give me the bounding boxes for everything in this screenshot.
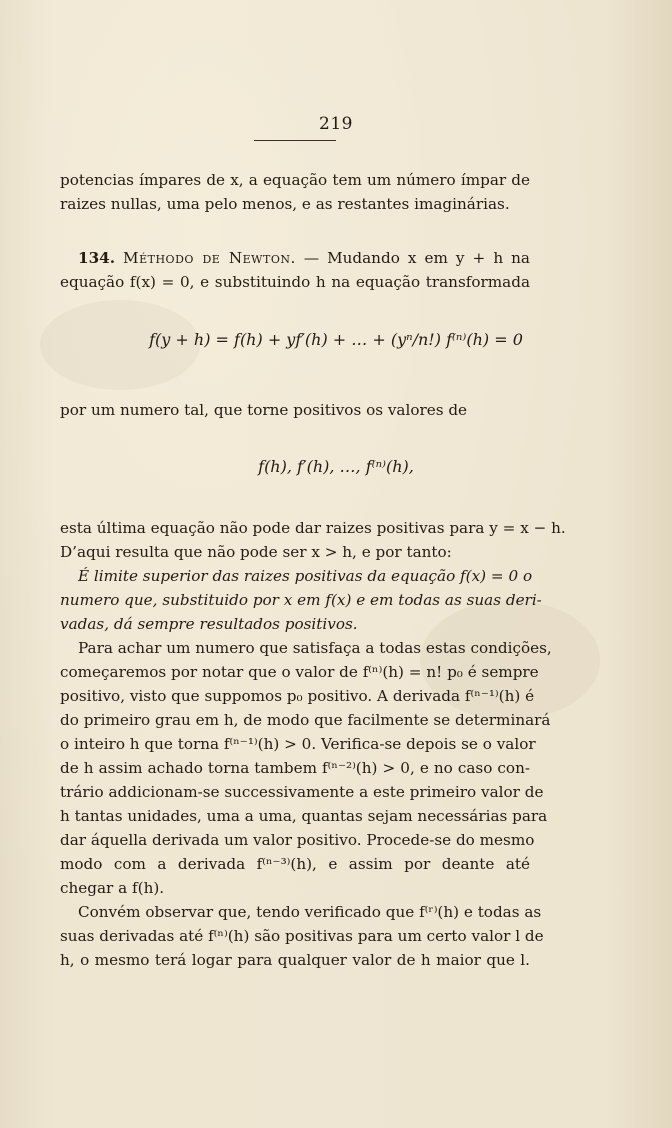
section-title: Méthodo de Newton.	[123, 249, 296, 267]
theorem-line: É limite superior das raizes positivas da equação f(x) = 0 o	[78, 567, 533, 585]
text-line: Convém observar que, tendo verificado que f⁽ʳ⁾(h) e todas as	[78, 903, 542, 921]
formula-taylor: f(y + h) = f(h) + yf′(h) + … + (yⁿ/n!) f⁽ⁿ⁾(h) = 0	[149, 330, 523, 349]
text-line: raizes nullas, uma pelo menos, e as restantes imaginárias.	[60, 195, 510, 213]
text-line: h, o mesmo terá logar para qualquer valor de h maior que l.	[60, 951, 530, 969]
text-line: modo com a derivada f⁽ⁿ⁻³⁾(h), e assim por deante até	[60, 855, 530, 873]
text-line: D’aqui resulta que não pode ser x > h, e por tanto:	[60, 543, 452, 561]
section-number: 134.	[78, 249, 115, 267]
text-line: chegar a f(h).	[60, 879, 165, 897]
formula-derivatives: f(h), f′(h), …, f⁽ⁿ⁾(h),	[258, 457, 414, 476]
text-line: positivo, visto que suppomos p₀ positivo. A derivada f⁽ⁿ⁻¹⁾(h) é	[60, 687, 535, 705]
theorem-line: numero que, substituido por x em f(x) e em todas as suas deri-	[60, 591, 542, 609]
text-line: suas derivadas até f⁽ⁿ⁾(h) são positivas para um certo valor l de	[60, 927, 544, 945]
text-line: de h assim achado torna tambem f⁽ⁿ⁻²⁾(h) > 0, e no caso con-	[60, 759, 530, 777]
text-line: o inteiro h que torna f⁽ⁿ⁻¹⁾(h) > 0. Verifica-se depois se o valor	[60, 735, 536, 753]
text-line: esta última equação não pode dar raizes positivas para y = x − h.	[60, 519, 566, 537]
text-line: Para achar um numero que satisfaça a todas estas condições,	[78, 639, 552, 657]
text-line: por um numero tal, que torne positivos os valores de	[60, 401, 468, 419]
page-number: 219	[319, 114, 353, 134]
text-line: potencias ímpares de x, a equação tem um número ímpar de	[60, 171, 530, 189]
text-line: h tantas unidades, uma a uma, quantas sejam necessárias para	[60, 807, 548, 825]
section-heading-line	[60, 246, 530, 270]
text-line: dar áquella derivada um valor positivo. Procede-se do mesmo	[60, 831, 535, 849]
text-line: começaremos por notar que o valor de f⁽ⁿ⁾(h) = n! p₀ é sempre	[60, 663, 539, 681]
header-rule	[254, 140, 336, 141]
text-line: — Mudando x em y + h na	[295, 249, 530, 267]
text-line: equação f(x) = 0, e substituindo h na equação transformada	[60, 273, 530, 291]
text-line: do primeiro grau em h, de modo que facilmente se determinará	[60, 711, 551, 729]
text-line: trário addicionam-se successivamente a este primeiro valor de	[60, 783, 544, 801]
theorem-line: vadas, dá sempre resultados positivos.	[60, 615, 358, 633]
